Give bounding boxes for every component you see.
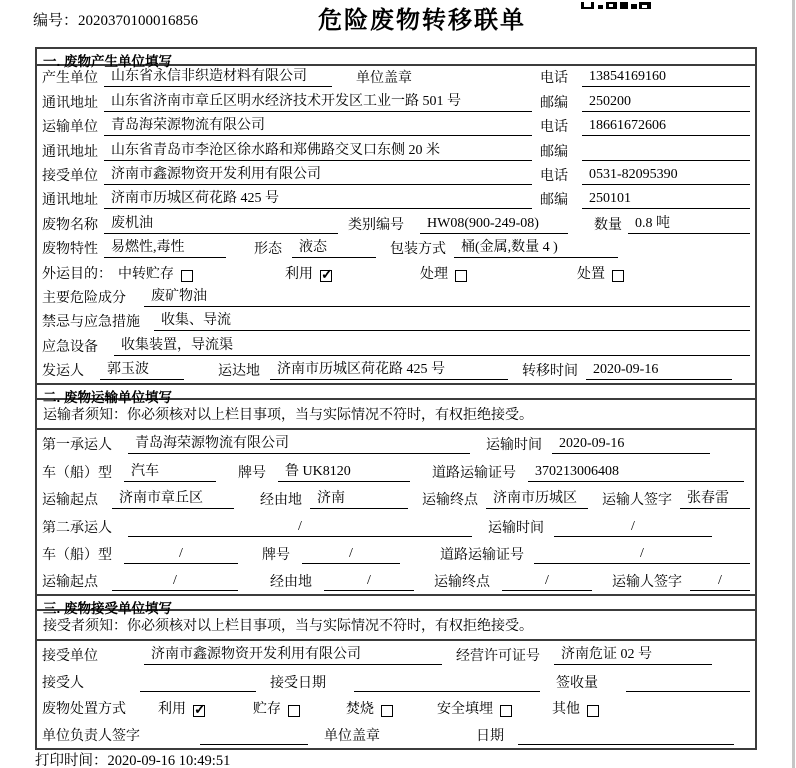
purpose-option-treat [420, 263, 467, 283]
shipper-value: 郭玉波 [100, 358, 184, 380]
route-via-value: / [324, 573, 414, 591]
transporter-label: 运输单位 [42, 120, 98, 136]
disposal-label: 废物处置方式 [42, 702, 126, 718]
address-label: 通讯地址 [42, 193, 98, 209]
qty-label: 数量 [594, 217, 622, 233]
carrier-sign-value: / [690, 573, 750, 591]
checkbox-icon [587, 705, 599, 717]
taboo-value: 收集、导流 [154, 309, 750, 331]
acceptor-value [140, 690, 256, 692]
print-time-label: 打印时间： [35, 753, 108, 768]
producer-address-row [37, 90, 755, 114]
date-label: 日期 [476, 728, 504, 744]
route-via-value: 济南 [310, 487, 408, 509]
property-value: 易燃性,毒性 [104, 236, 226, 258]
checkbox-icon [288, 705, 300, 717]
option-label: 利用 [285, 266, 313, 282]
plate-value: / [302, 546, 400, 564]
phone-value: 0531-82095390 [582, 167, 750, 185]
vehicle-row-2 [37, 540, 755, 567]
route-end-value: 济南市历城区 [486, 487, 588, 509]
section2-header: 二. 废物运输单位填写 [37, 383, 755, 400]
route-start-label: 运输起点 [42, 493, 98, 509]
print-time [35, 749, 230, 768]
disposal-option-utilize [158, 698, 205, 718]
address-label: 通讯地址 [42, 144, 98, 160]
head-signature-row [37, 721, 755, 748]
producer-value: 山东省永信非织造材料有限公司 [104, 65, 332, 87]
phone-value: 13854169160 [582, 69, 750, 87]
purpose-option-dispose [577, 263, 624, 283]
property-label: 废物特性 [42, 242, 98, 258]
unit-seal-label: 单位盖章 [324, 728, 380, 744]
vehicle-type-value: 汽车 [124, 460, 216, 482]
shipper-row [37, 359, 755, 383]
producer-row [37, 66, 755, 90]
zip-label: 邮编 [540, 95, 568, 111]
accept-unit-label: 接受单位 [42, 649, 98, 665]
accept-date-value [354, 690, 540, 692]
option-label: 处理 [420, 266, 448, 282]
carrier-sign-label: 运输人签字 [602, 493, 672, 509]
checkbox-icon [181, 270, 193, 282]
category-value: HW08(900-249-08) [420, 216, 568, 234]
accept-unit-value: 济南市鑫源物资开发利用有限公司 [144, 643, 442, 665]
transporter-notice: 运输者须知：你必须核对以上栏目事项，当与实际情况不符时，有权拒绝接受。 [37, 400, 755, 430]
road-permit-label: 道路运输证号 [440, 548, 524, 564]
route-start-value: / [112, 573, 238, 591]
receiver-value: 济南市鑫源物资开发利用有限公司 [104, 163, 532, 185]
transport-time-value: 2020-09-16 [552, 436, 710, 454]
seal-label: 单位盖章 [356, 71, 412, 87]
waste-name-label: 废物名称 [42, 217, 98, 233]
acceptor-label: 接受人 [42, 675, 84, 691]
form-label: 形态 [254, 242, 282, 258]
phone-label: 电话 [540, 168, 568, 184]
carrier-sign-label: 运输人签字 [612, 575, 682, 591]
carrier-value: / [128, 519, 472, 537]
sign-qty-label: 签收量 [556, 675, 598, 691]
plate-label: 牌号 [238, 465, 266, 481]
producer-label: 产生单位 [42, 71, 98, 87]
category-label: 类别编号 [348, 217, 404, 233]
route-row-1 [37, 485, 755, 512]
option-label: 处置 [577, 266, 605, 282]
license-value: 济南危证 02 号 [554, 643, 712, 665]
option-label: 贮存 [253, 702, 281, 718]
vehicle-type-label: 车（船）型 [42, 465, 112, 481]
phone-group [540, 116, 750, 136]
page-edge-divider [792, 0, 795, 768]
disposal-row [37, 695, 755, 722]
transport-time-label: 运输时间 [486, 438, 542, 454]
waste-property-row [37, 237, 755, 261]
checkbox-icon [455, 270, 467, 282]
accept-date-label: 接受日期 [270, 675, 326, 691]
checkbox-icon [500, 705, 512, 717]
transporter-value: 青岛海荣源物流有限公司 [104, 114, 532, 136]
destination-label: 运达地 [218, 364, 260, 380]
phone-group [540, 67, 750, 87]
receiver-row [37, 164, 755, 188]
route-start-value: 济南市章丘区 [112, 487, 234, 509]
manifest-form [35, 47, 757, 750]
purpose-option-utilize [285, 263, 332, 283]
doc-number [33, 9, 198, 30]
head-sign-value [200, 743, 308, 745]
carrier-label: 第二承运人 [42, 520, 112, 536]
second-carrier-row [37, 512, 755, 539]
phone-label: 电话 [540, 120, 568, 136]
carrier-sign-value: 张春雷 [680, 487, 750, 509]
road-permit-label: 道路运输证号 [432, 465, 516, 481]
zip-value: 250200 [582, 94, 750, 112]
address-value: 山东省青岛市李沧区徐水路和郑佛路交叉口东侧 20 米 [104, 139, 532, 161]
disposal-option-storage [253, 698, 300, 718]
taboo-label: 禁忌与应急措施 [42, 315, 140, 331]
first-carrier-row [37, 430, 755, 457]
route-via-label: 经由地 [270, 575, 312, 591]
print-time-value: 2020-09-16 10:49:51 [107, 753, 231, 768]
equipment-label: 应急设备 [42, 339, 98, 355]
vehicle-type-label: 车（船）型 [42, 548, 112, 564]
phone-label: 电话 [540, 71, 568, 87]
transfer-time-value: 2020-09-16 [586, 362, 732, 380]
section1-header: 一. 废物产生单位填写 [37, 49, 755, 66]
qr-code-fragment-icon [581, 0, 653, 9]
checkbox-icon [612, 270, 624, 282]
shipper-label: 发运人 [42, 364, 84, 380]
disposal-option-incinerate [346, 698, 393, 718]
checkbox-icon [381, 705, 393, 717]
transport-time-label: 运输时间 [488, 520, 544, 536]
option-label: 中转贮存 [118, 266, 174, 282]
packing-label: 包装方式 [390, 242, 446, 258]
acceptor-row [37, 668, 755, 695]
equipment-row [37, 334, 755, 358]
route-row-2 [37, 567, 755, 594]
route-end-label: 运输终点 [434, 575, 490, 591]
hazard-value: 废矿物油 [144, 285, 750, 307]
taboo-row [37, 310, 755, 334]
waste-name-row [37, 212, 755, 236]
equipment-value: 收集装置，导流渠 [114, 334, 750, 356]
option-label: 焚烧 [346, 702, 374, 718]
purpose-label: 外运目的： [42, 266, 112, 282]
zip-value: 250101 [582, 191, 750, 209]
route-via-label: 经由地 [260, 493, 302, 509]
transport-time-value: / [554, 519, 712, 537]
plate-value: 鲁 UK8120 [278, 460, 410, 482]
disposal-option-landfill [437, 698, 512, 718]
checkbox-checked-icon [193, 705, 205, 717]
doc-number-label: 编号： [33, 13, 79, 29]
zip-group [540, 189, 750, 209]
destination-value: 济南市历城区荷花路 425 号 [270, 358, 508, 380]
route-start-label: 运输起点 [42, 575, 98, 591]
receiver-notice: 接受者须知：你必须核对以上栏目事项，当与实际情况不符时，有权拒绝接受。 [37, 611, 755, 641]
option-label: 利用 [158, 702, 186, 718]
receiver-address-row [37, 188, 755, 212]
zip-label: 邮编 [540, 193, 568, 209]
date-value [518, 743, 734, 745]
checkbox-checked-icon [320, 270, 332, 282]
zip-group [540, 141, 750, 161]
purpose-row [37, 261, 755, 285]
zip-label: 邮编 [540, 144, 568, 160]
carrier-value: 青岛海荣源物流有限公司 [128, 432, 470, 454]
address-value: 济南市历城区荷花路 425 号 [104, 187, 532, 209]
transporter-row [37, 115, 755, 139]
form-value: 液态 [292, 236, 376, 258]
receiver-label: 接受单位 [42, 168, 98, 184]
transfer-time-label: 转移时间 [522, 364, 578, 380]
page-title: 危险废物转移联单 [318, 7, 526, 34]
zip-group [540, 92, 750, 112]
zip-value [582, 159, 750, 161]
address-label: 通讯地址 [42, 95, 98, 111]
section3-header: 三. 废物接受单位填写 [37, 594, 755, 611]
disposal-option-other [552, 698, 599, 718]
waste-name-value: 废机油 [104, 212, 338, 234]
plate-label: 牌号 [262, 548, 290, 564]
qty-value: 0.8 吨 [628, 212, 750, 234]
packing-value: 桶(金属,数量 4 ) [454, 236, 618, 258]
sign-qty-value [626, 690, 750, 692]
license-label: 经营许可证号 [456, 649, 540, 665]
road-permit-value: 370213006408 [528, 464, 744, 482]
route-end-value: / [502, 573, 592, 591]
route-end-label: 运输终点 [422, 493, 478, 509]
accept-unit-row [37, 641, 755, 668]
option-label: 其他 [552, 702, 580, 718]
phone-group [540, 165, 750, 185]
carrier-label: 第一承运人 [42, 438, 112, 454]
purpose-option-transfer-storage [118, 263, 193, 283]
phone-value: 18661672606 [582, 118, 750, 136]
road-permit-value: / [534, 546, 750, 564]
head-sign-label: 单位负责人签字 [42, 728, 140, 744]
transporter-address-row [37, 139, 755, 163]
doc-number-value: 2020370100016856 [78, 13, 199, 29]
vehicle-type-value: / [124, 546, 238, 564]
address-value: 山东省济南市章丘区明水经济技术开发区工业一路 501 号 [104, 90, 532, 112]
vehicle-row-1 [37, 457, 755, 484]
option-label: 安全填埋 [437, 702, 493, 718]
hazard-row [37, 286, 755, 310]
hazard-label: 主要危险成分 [42, 290, 126, 306]
